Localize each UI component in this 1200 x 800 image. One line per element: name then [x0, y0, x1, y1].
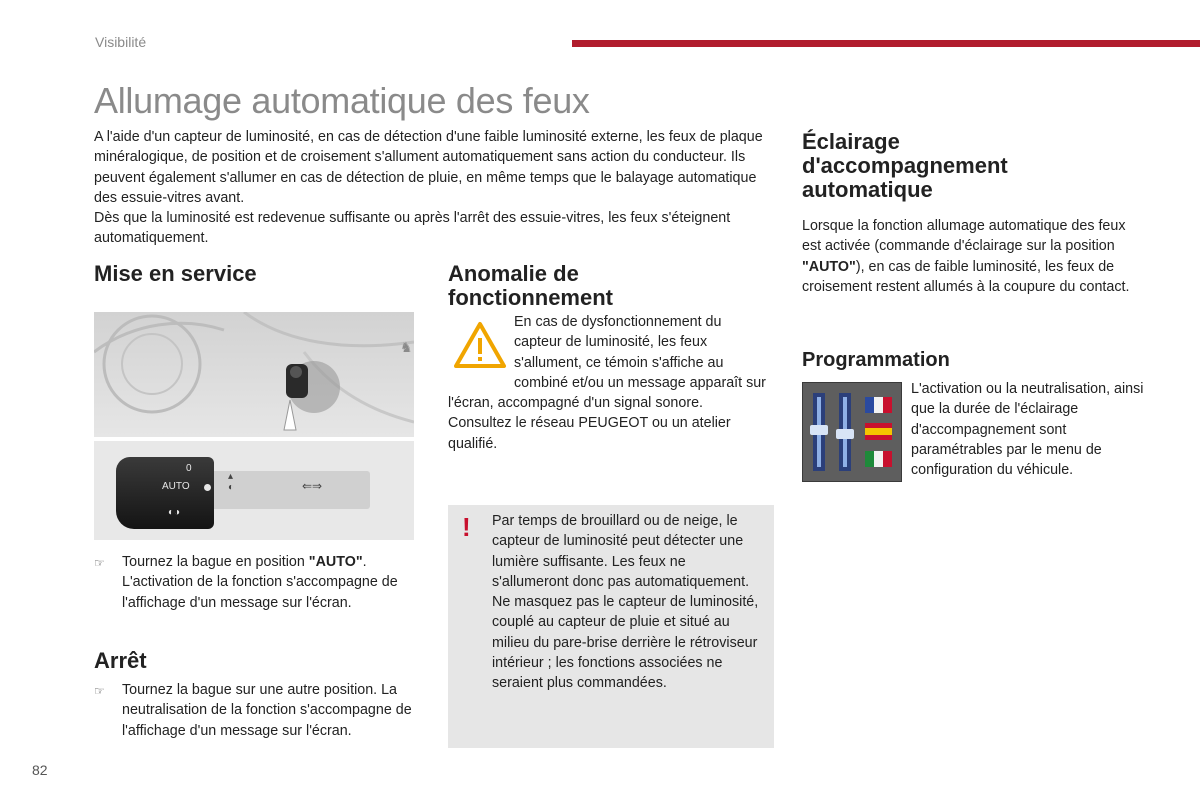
lighting-stalk-illustration	[94, 312, 414, 540]
bullet-text: Tournez la bague sur une autre position. La neutralisation de la fonction s'accompagne de l'affichage d'un message sur l'écran.	[122, 682, 412, 739]
dashboard-view	[94, 312, 414, 437]
list-item	[94, 680, 424, 741]
arret-heading: Arrêt	[94, 648, 147, 673]
pointing-hand-icon: ☞	[94, 684, 105, 698]
bullet-text-post: . L'activation de la fonction s'accompagne de l'affichage d'un message sur l'écran.	[122, 554, 398, 611]
mise-en-service-heading: Mise en service	[94, 261, 257, 286]
anomalie-heading-line-1: Anomalie de	[448, 261, 579, 286]
light-control-ring	[116, 457, 214, 529]
ring-position-lights: ◐◑	[168, 507, 181, 518]
anomalie-heading	[448, 262, 613, 310]
list-item	[94, 552, 424, 613]
eclairage-heading	[802, 130, 1008, 202]
page-title: Allumage automatique des feux	[94, 80, 590, 121]
eclairage-text-bold: "AUTO"	[802, 258, 856, 275]
anomalie-body: En cas de dysfonctionnement du capteur de luminosité, les feux s'allument, ce témoin s'affiche au combiné et/ou un message apparaît sur l'écran, accompagné d'un signal sonore. Consultez le réseau PEUGEOT ou un atelier qualifié.	[448, 314, 766, 452]
note-text: Par temps de brouillard ou de neige, le capteur de luminosité peut détecter une lumière suffisante. Les feux ne s'allumeront donc pas automatiquement. Ne masquez pas le capteur de luminosité, couplé au capteur de pluie et situé au milieu du pare-brise derrière le rétroviseur intérieur ; les fonctions associées ne seraient plus commandées.	[492, 513, 759, 692]
warning-triangle-icon	[448, 312, 514, 376]
bullet-text-bold: "AUTO"	[308, 554, 363, 570]
header-accent-bar	[572, 40, 1200, 47]
exclamation-icon: !	[462, 512, 471, 542]
bullet-text-pre: Tournez la bague en position	[122, 554, 309, 570]
intro-text	[94, 127, 774, 249]
eclairage-text	[802, 216, 1132, 297]
ring-index-dot	[204, 484, 211, 491]
fog-light-symbol: ▴ ◐	[228, 471, 235, 493]
programmation-text: L'activation ou la neutralisation, ainsi que la durée de l'éclairage d'accompagnement sont paramétrables par le menu de configuration du véhicule.	[911, 381, 1144, 479]
page-number: 82	[32, 762, 48, 778]
anomalie-text	[448, 312, 770, 454]
pointing-hand-icon: ☞	[94, 556, 105, 570]
mise-en-service-instruction	[94, 552, 424, 613]
eclairage-text-pre: Lorsque la fonction allumage automatique des feux est activée (commande d'éclairage sur la position	[802, 218, 1126, 255]
stalk-close-up	[94, 437, 414, 540]
section-label: Visibilité	[95, 34, 147, 50]
configuration-menu-icon	[802, 382, 902, 482]
programmation-heading: Programmation	[802, 349, 950, 371]
eclairage-heading-line-3: automatique	[802, 177, 933, 202]
intro-paragraph-2: Dès que la luminosité est redevenue suffisante ou après l'arrêt des essuie-vitres, les feux s'éteignent automatiquement.	[94, 210, 731, 247]
arret-instruction	[94, 680, 424, 741]
beam-switch-symbol: ⇐⇒	[302, 479, 323, 493]
eclairage-text-post: ), en cas de faible luminosité, les feux de croisement restent allumés à la coupure du contact.	[802, 258, 1130, 295]
intro-paragraph-1: A l'aide d'un capteur de luminosité, en cas de détection d'une faible luminosité externe, les feux de plaque minéralogique, de position et de croisement s'allument automatiquement sans action du conducteur. Ils peuvent également s'allumer en cas de détection de pluie, en même temps que le balayage automatique des essuie-vitres avant.	[94, 129, 763, 206]
eclairage-heading-line-2: d'accompagnement	[802, 153, 1008, 178]
anomalie-heading-line-2: fonctionnement	[448, 285, 613, 310]
eclairage-heading-line-1: Éclairage	[802, 129, 900, 154]
ring-position-0: 0	[186, 463, 192, 474]
svg-text:♞: ♞	[400, 340, 413, 356]
steering-column-drawing	[94, 312, 414, 437]
ring-position-auto: AUTO	[162, 481, 190, 492]
